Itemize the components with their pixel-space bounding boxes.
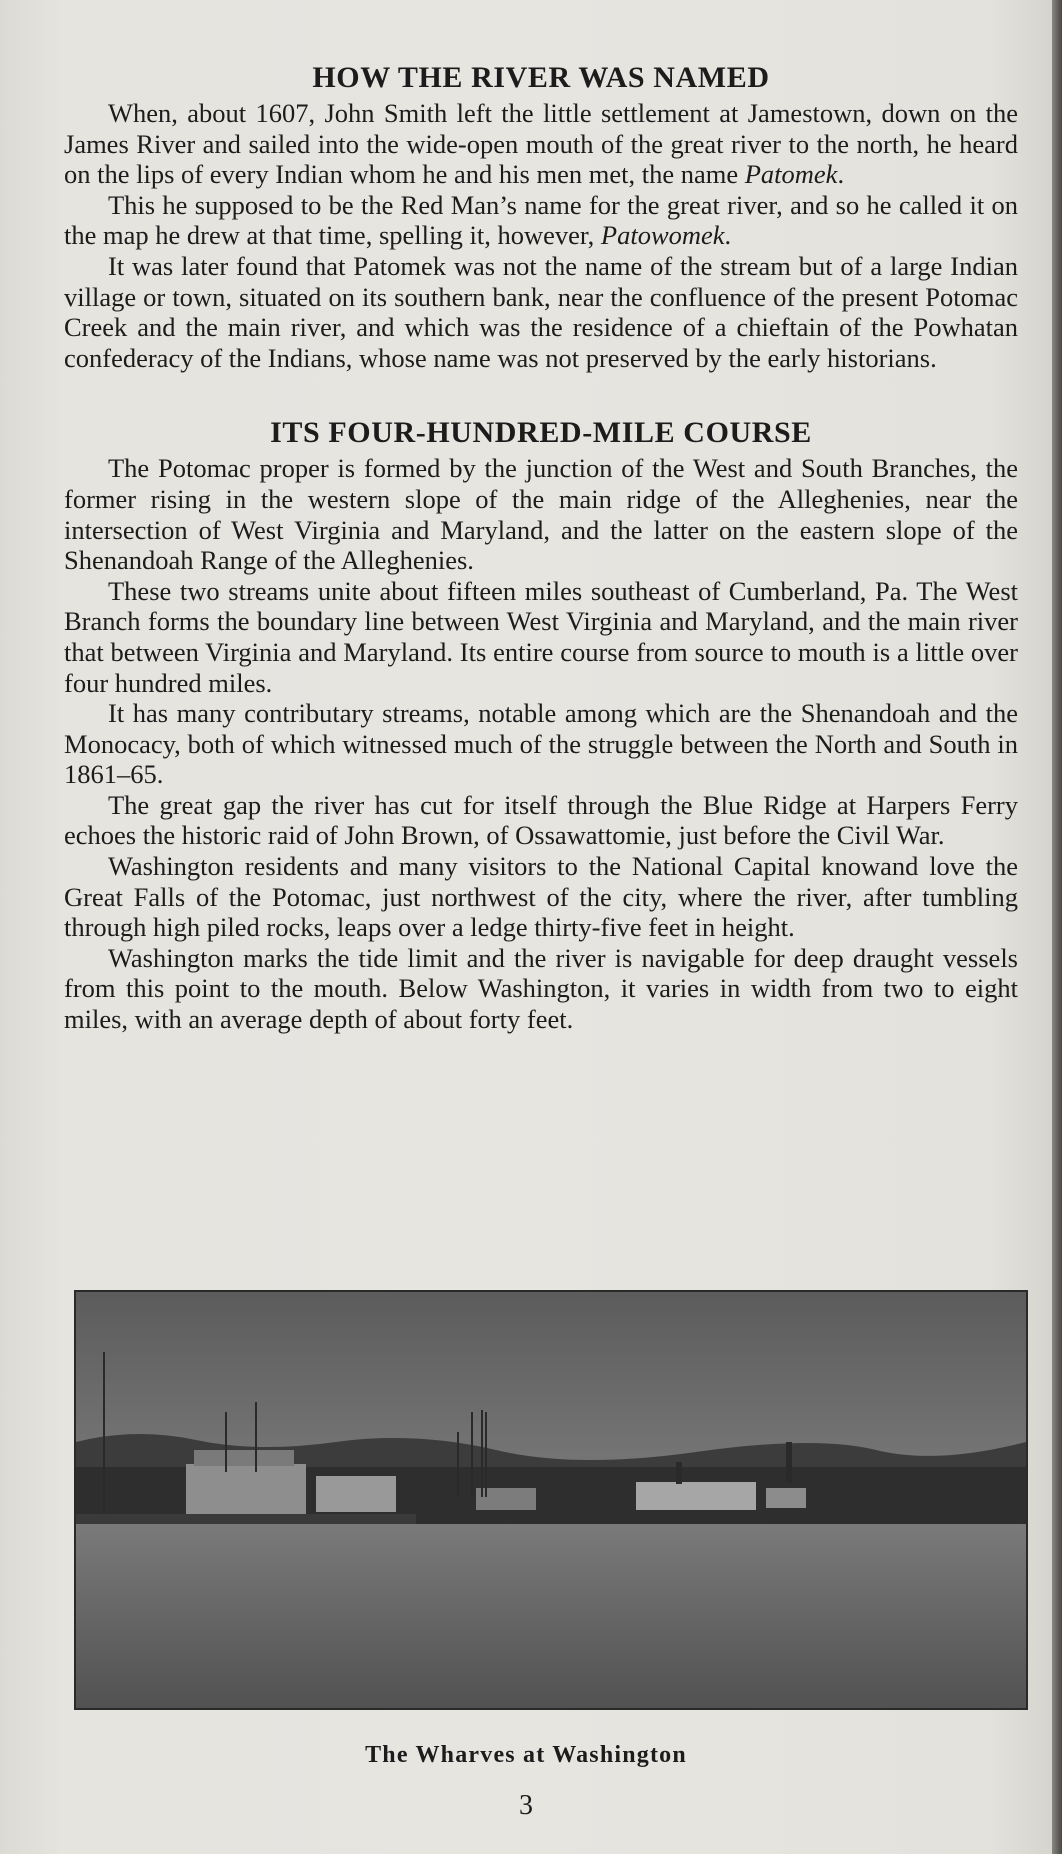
wharves-photo-image [76, 1292, 1026, 1708]
paragraph [64, 190, 1018, 251]
section-heading-course: ITS FOUR-HUNDRED-MILE COURSE [270, 416, 812, 450]
section-heading-river-named: HOW THE RIVER WAS NAMED [312, 61, 770, 94]
paragraph: Washington residents and many visitors to the National Capital knowand love the Great Falls of the Potomac, just northwest of the city, where the river, after tumbling through high piled rocks, leaps over a ledge thirty-five feet in height. [64, 851, 1018, 943]
paragraph-end: . [837, 159, 845, 190]
italic-word: Patomek [744, 159, 838, 190]
page-edge-shadow [1052, 0, 1062, 1854]
paragraph [64, 98, 1018, 190]
paragraph: The Potomac proper is formed by the junction of the West and South Branches, the former rising in the western slope of the main ridge of the Alleghenies, near the intersection of West Virginia and Maryland, and the latter on the eastern slope of the Shenandoah Range of the Alleghenies. [64, 453, 1018, 576]
paragraph: It has many contributary streams, notable among which are the Shenandoah and the Monocacy, both of which witnessed much of the struggle between the North and South in 1861–65. [64, 698, 1018, 790]
paragraph: These two streams unite about fifteen miles southeast of Cumberland, Pa. The West Branch forms the boundary line between West Virginia and Maryland, and the main river that between Virginia and Maryland. Its entire course from source to mouth is a little over four hundred miles. [64, 575, 1018, 698]
paragraph-end: . [724, 220, 732, 251]
paragraph [64, 251, 1018, 373]
paragraph-text: It was later found that Patomek was not the name of the stream but of a large Indian village or town, situated on its southern bank, near the confluence of the present Potomac Creek and the main river, and which was the residence of a chieftain of the Powhatan confederacy of the Indians, whose name was not preserved by the early historians. [64, 250, 1018, 373]
paragraph-text: When, about 1607, John Smith left the little settlement at Jamestown, down on the James River and sailed into the wide-open mouth of the great river to the north, he heard on the lips of every Indian whom he and his men met, the name [64, 98, 1018, 190]
page-number: 3 [519, 1790, 533, 1821]
photo-caption: The Wharves at Washington [365, 1742, 687, 1768]
paragraph-text: This he supposed to be the Red Man’s name for the great river, and so he called it on the map he drew at that time, spelling it, however, [64, 189, 1018, 251]
paragraph: Washington marks the tide limit and the river is navigable for deep draught vessels from this point to the mouth. Below Washington, it varies in width from two to eight miles, with an average depth of about forty feet. [64, 942, 1018, 1035]
paragraph: The great gap the river has cut for itself through the Blue Ridge at Harpers Ferry echoes the historic raid of John Brown, of Ossawattomie, just before the Civil War. [64, 789, 1018, 851]
italic-word: Patowomek [600, 220, 725, 251]
wharves-photograph [74, 1290, 1028, 1710]
page-text [64, 58, 1018, 1035]
